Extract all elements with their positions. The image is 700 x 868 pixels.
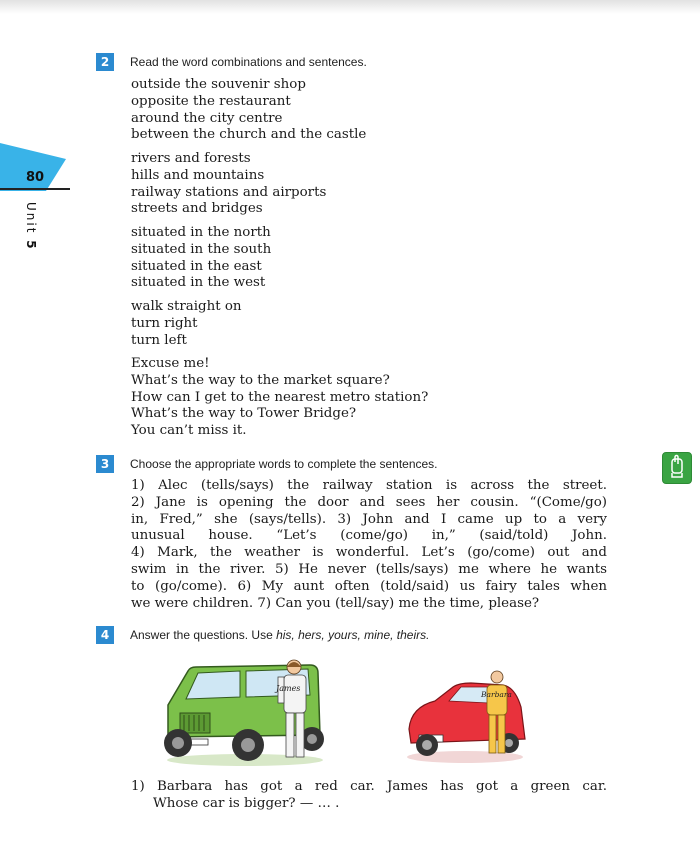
top-shadow-bar xyxy=(0,0,700,14)
phrase: situated in the east xyxy=(131,258,262,274)
phrase: between the church and the castle xyxy=(131,127,367,143)
phrase: What’s the way to the market square? xyxy=(131,372,390,388)
text-line: swim in the river. 5) He never (tells/says) me where he wants xyxy=(131,561,607,577)
unit-label: Unit 5 xyxy=(24,202,38,251)
phrase: situated in the west xyxy=(131,275,266,291)
question-line: Whose car is bigger? — … . xyxy=(153,795,340,811)
phrase: railway stations and airports xyxy=(131,184,327,200)
phrase: walk straight on xyxy=(131,299,242,314)
exercise-3-text xyxy=(131,478,607,612)
page-number: 80 xyxy=(25,170,45,185)
phrase: situated in the south xyxy=(131,241,272,257)
red-car-with-barbara-illustration xyxy=(405,667,530,767)
phrase: around the city centre xyxy=(131,110,283,126)
exercise-2-number: 2 xyxy=(96,53,114,71)
phrase-group-directions xyxy=(131,299,242,349)
text-line: we were children. 7) Can you (tell/say) me the time, please? xyxy=(131,595,540,611)
phrase: hills and mountains xyxy=(131,167,265,183)
phrase-group-asking-way xyxy=(131,356,428,440)
text-line: unusual house. “Let’s (come/go) in,” (said/told) John. xyxy=(131,528,607,544)
phrase: situated in the north xyxy=(131,225,271,240)
exercise-4-question-1 xyxy=(131,779,607,813)
text-line: in, Fred,” she (says/tells). 3) John and I came up to a very xyxy=(131,511,607,527)
phrase: You can’t miss it. xyxy=(131,423,247,439)
question-line: 1) Barbara has got a red car. James has got a green car. xyxy=(131,779,607,794)
phrase: rivers and forests xyxy=(131,151,251,166)
page-number-underline xyxy=(0,188,70,190)
phrase-group-geography xyxy=(131,151,326,218)
jeep-with-james-illustration xyxy=(160,655,330,770)
james-label: James xyxy=(276,684,301,693)
exercise-4-number: 4 xyxy=(96,626,114,644)
text-line: to (go/come). 6) My aunt often (told/said) us fairy tales when xyxy=(131,578,607,594)
phrase: Excuse me! xyxy=(131,356,210,371)
interactive-task-button[interactable] xyxy=(662,452,692,484)
phrase-group-prepositions xyxy=(131,77,366,144)
exercise-3-instruction: Choose the appropriate words to complete the sentences. xyxy=(130,457,438,471)
barbara-label: Barbara xyxy=(481,690,512,699)
exercise-2-instruction: Read the word combinations and sentences. xyxy=(130,55,367,69)
phrase: outside the souvenir shop xyxy=(131,77,306,92)
phrase: How can I get to the nearest metro station? xyxy=(131,389,429,405)
phrase-group-situated xyxy=(131,225,271,292)
phrase: streets and bridges xyxy=(131,201,263,217)
exercise-3-number: 3 xyxy=(96,455,114,473)
phrase: What’s the way to Tower Bridge? xyxy=(131,406,357,422)
hand-pointer-icon xyxy=(663,453,691,483)
phrase: turn right xyxy=(131,315,198,331)
text-line: 2) Jane is opening the door and sees her cousin. “(Come/go) xyxy=(131,494,607,510)
phrase: opposite the restaurant xyxy=(131,93,291,109)
exercise-4-instruction: Answer the questions. Use his, hers, yours, mine, theirs. xyxy=(130,628,430,642)
text-line: 1) Alec (tells/says) the railway station is across the street. xyxy=(131,478,607,493)
text-line: 4) Mark, the weather is wonderful. Let’s (go/come) out and xyxy=(131,545,607,561)
phrase: turn left xyxy=(131,332,187,348)
